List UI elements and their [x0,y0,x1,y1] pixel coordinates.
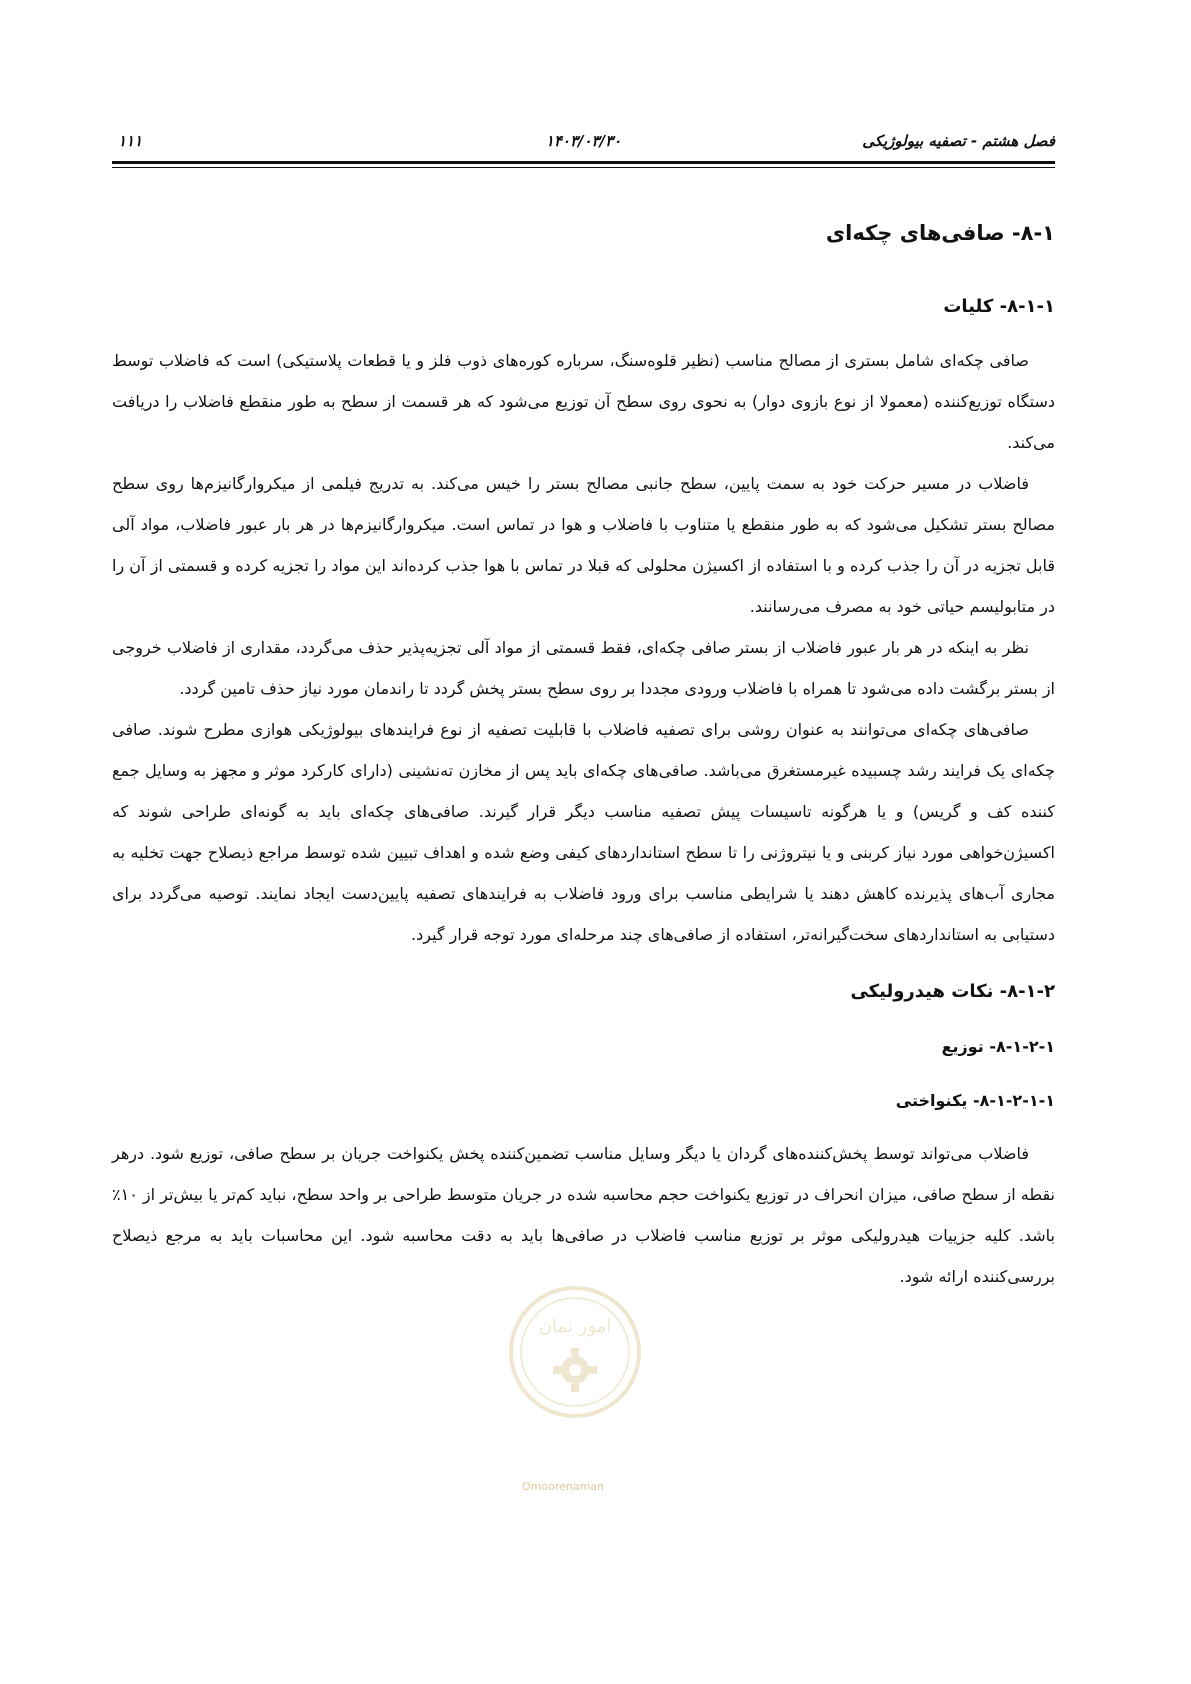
paragraph: صافی چکه‌ای شامل بستری از مصالح مناسب (نظیر قلوه‌سنگ، سرباره کوره‌های ذوب فلز و یا قطعات پلاستیکی) است که فاضلاب توسط دستگاه توزیع‌کننده (معمولا از نوع بازوی دوار) به نحوی روی سطح آن توزیع می‌شود که هر قسمت از سطح به طور منقطع فاضلاب را دریافت می‌کند. [112,351,1055,452]
heading-uniformity: ۸-۱-۲-۱-۱- یکنواختی [895,1091,1055,1110]
paragraph: فاضلاب در مسیر حرکت خود به سمت پایین، سطح جانبی مصالح بستر را خیس می‌کند. به تدریج فیلمی از میکروارگانیزم‌ها روی سطح مصالح بستر تشکیل می‌شود که به طور منقطع یا متناوب با فاضلاب و هوا در تماس است. میکروارگانیزم‌ها در هر بار عبور فاضلاب، مواد آلی قابل تجزیه در آن را جذب کرده و با استفاده از اکسیژن محلولی که قبلا در تماس با هوا جذب کرده‌اند این مواد را تجزیه کرده و قسمتی از آن را در متابولیسم حیاتی خود به مصرف می‌رسانند. [112,474,1055,616]
publisher-seal-icon [505,1282,645,1422]
section-heading: ۸-۱- صافی‌های چکه‌ای [825,221,1055,245]
watermark-caption: Omoorenaman [522,1480,605,1493]
subsection-heading-general: ۸-۱-۱- کلیات [943,296,1055,317]
watermark-text: امور نمان [538,1316,612,1337]
header-date: ۱۴۰۳/۰۳/۳۰ [545,132,622,150]
header-rule-thin [112,167,1055,168]
page-number: ۱۱۱ [118,132,143,150]
heading-distribution: ۸-۱-۲-۱- توزیع [941,1037,1055,1056]
paragraph: نظر به اینکه در هر بار عبور فاضلاب از بستر صافی چکه‌ای، فقط قسمتی از مواد آلی تجزیه‌پذیر حذف می‌گردد، مقداری از فاضلاب خروجی از بستر برگشت داده می‌شود تا همراه با فاضلاب ورودی مجددا بر روی سطح بستر پخش گردد تا راندمان مورد نیاز حذف تامین گردد. [112,638,1055,698]
chapter-title: فصل هشتم - تصفیه بیولوژیکی [862,132,1055,150]
paragraph: صافی‌های چکه‌ای می‌توانند به عنوان روشی برای تصفیه فاضلاب با قابلیت تصفیه از نوع فرایندهای بیولوژیکی هوازی مطرح شوند. صافی چکه‌ای یک فرایند رشد چسبیده غیرمستغرق می‌باشد. صافی‌های چکه‌ای باید پس از مخازن ته‌نشینی (دارای کارکرد موثر و مجهز به وسایل جمع کننده کف و گریس) و یا هرگونه تاسیسات پیش تصفیه مناسب دیگر قرار گیرند. صافی‌های چکه‌ای باید به گونه‌ای طراحی شوند که اکسیژن‌خواهی مورد نیاز کربنی و یا نیتروژنی را تا سطح استانداردهای کیفی وضع شده و اهداف تبیین شده توسط مراجع ذیصلاح جهت تخلیه به مجاری آب‌های پذیرنده کاهش دهند یا شرایطی مناسب برای ورود فاضلاب به فرایندهای تصفیه پایین‌دست ایجاد نمایند. توصیه می‌گردد برای دستیابی به استانداردهای سخت‌گیرانه‌تر، استفاده از صافی‌های چند مرحله‌ای مورد توجه قرار گیرد. [112,720,1055,944]
paragraph: فاضلاب می‌تواند توسط پخش‌کننده‌های گردان یا دیگر وسایل مناسب تضمین‌کننده پخش یکنواخت جریان بر سطح صافی، توزیع شود. درهر نقطه از سطح صافی، میزان انحراف در توزیع یکنواخت حجم محاسبه شده در جریان متوسط طراحی بر واحد سطح، نباید کم‌تر یا بیش‌تر از ۱۰٪ باشد. کلیه جزییات هیدرولیکی موثر بر توزیع مناسب فاضلاب در صافی‌ها باید به دقت محاسبه شود. این محاسبات باید به مرجع ذیصلاح بررسی‌کننده ارائه شود. [112,1144,1055,1286]
page-header [112,128,1055,156]
subsection-heading-hydraulic: ۸-۱-۲- نکات هیدرولیکی [850,981,1055,1002]
page-content [112,216,1055,1297]
header-rule-thick [112,161,1055,164]
